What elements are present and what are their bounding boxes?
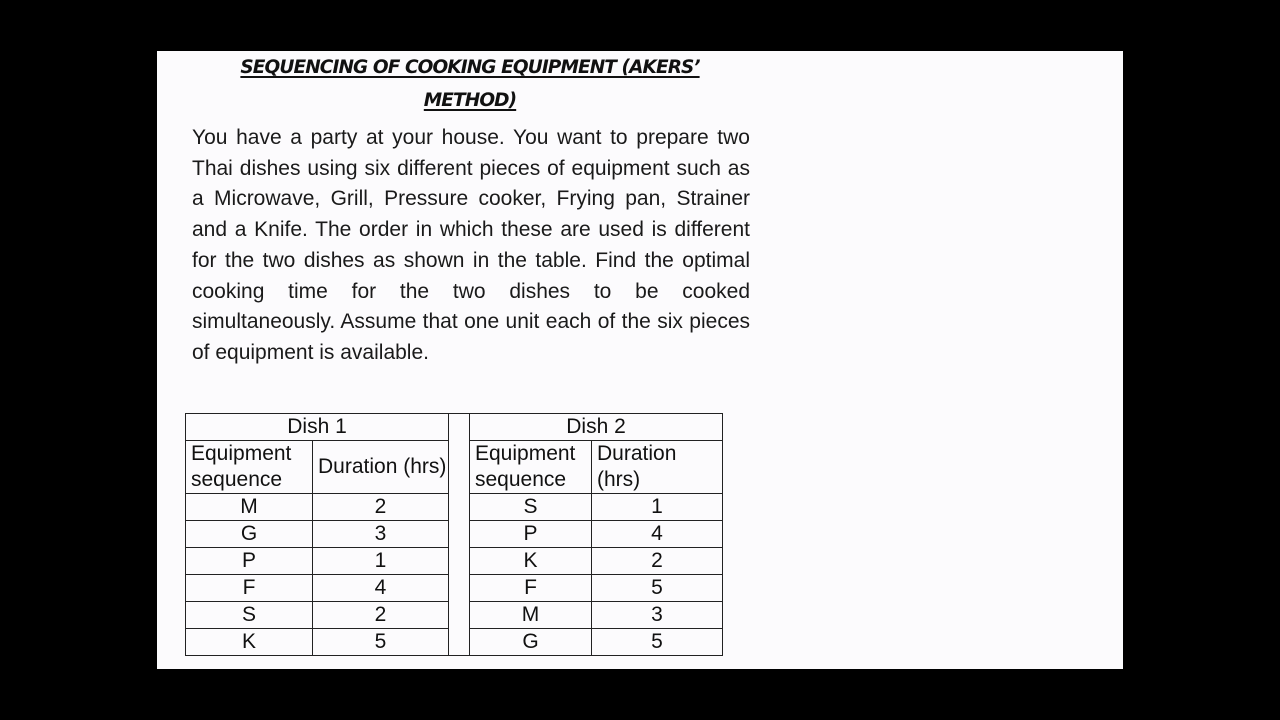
dish2-duration: 1	[592, 494, 723, 521]
equipment-sequence-table	[185, 413, 723, 656]
table-header-row	[186, 414, 723, 441]
dish1-equipment: K	[186, 629, 313, 656]
title-line-2: METHOD)	[423, 90, 517, 111]
dish1-duration: 2	[313, 494, 449, 521]
dish2-duration: 2	[592, 548, 723, 575]
dish2-header: Dish 2	[470, 414, 723, 441]
dish2-duration: 5	[592, 575, 723, 602]
dish2-duration: 4	[592, 521, 723, 548]
dish2-equipment: S	[470, 494, 592, 521]
dish2-equipment-col-header: Equipment sequence	[470, 441, 592, 494]
dish2-equipment: P	[470, 521, 592, 548]
dish1-equipment: M	[186, 494, 313, 521]
dish1-duration-col-header: Duration (hrs)	[313, 441, 449, 494]
dish2-equipment: K	[470, 548, 592, 575]
dish1-equipment: G	[186, 521, 313, 548]
title-line-1: SEQUENCING OF COOKING EQUIPMENT (AKERS’	[240, 57, 700, 78]
dish2-equipment: M	[470, 602, 592, 629]
dish2-duration: 3	[592, 602, 723, 629]
document-page	[157, 51, 1123, 669]
dish2-duration: 5	[592, 629, 723, 656]
dish1-duration: 2	[313, 602, 449, 629]
dish1-duration: 1	[313, 548, 449, 575]
dish1-equipment: P	[186, 548, 313, 575]
dish1-duration: 5	[313, 629, 449, 656]
dish1-equipment: F	[186, 575, 313, 602]
dish2-equipment: G	[470, 629, 592, 656]
problem-statement: You have a party at your house. You want to prepare two Thai dishes using six different pieces of equipment such as a Microwave, Grill, Pressure cooker, Frying pan, Strainer and a Knife. The order in which these are used is different for the two dishes as shown in the table. Find the optimal cooking time for the two dishes to be cooked simultaneously. Assume that one unit each of the six pieces of equipment is available.	[192, 126, 750, 364]
dish1-header: Dish 1	[186, 414, 449, 441]
dish2-equipment: F	[470, 575, 592, 602]
dish1-equipment-col-header: Equipment sequence	[186, 441, 313, 494]
dish1-duration: 3	[313, 521, 449, 548]
table-spacer-column	[449, 414, 470, 656]
document-title	[232, 51, 708, 117]
dish1-equipment: S	[186, 602, 313, 629]
dish2-duration-col-header: Duration (hrs)	[592, 441, 723, 494]
dish1-duration: 4	[313, 575, 449, 602]
